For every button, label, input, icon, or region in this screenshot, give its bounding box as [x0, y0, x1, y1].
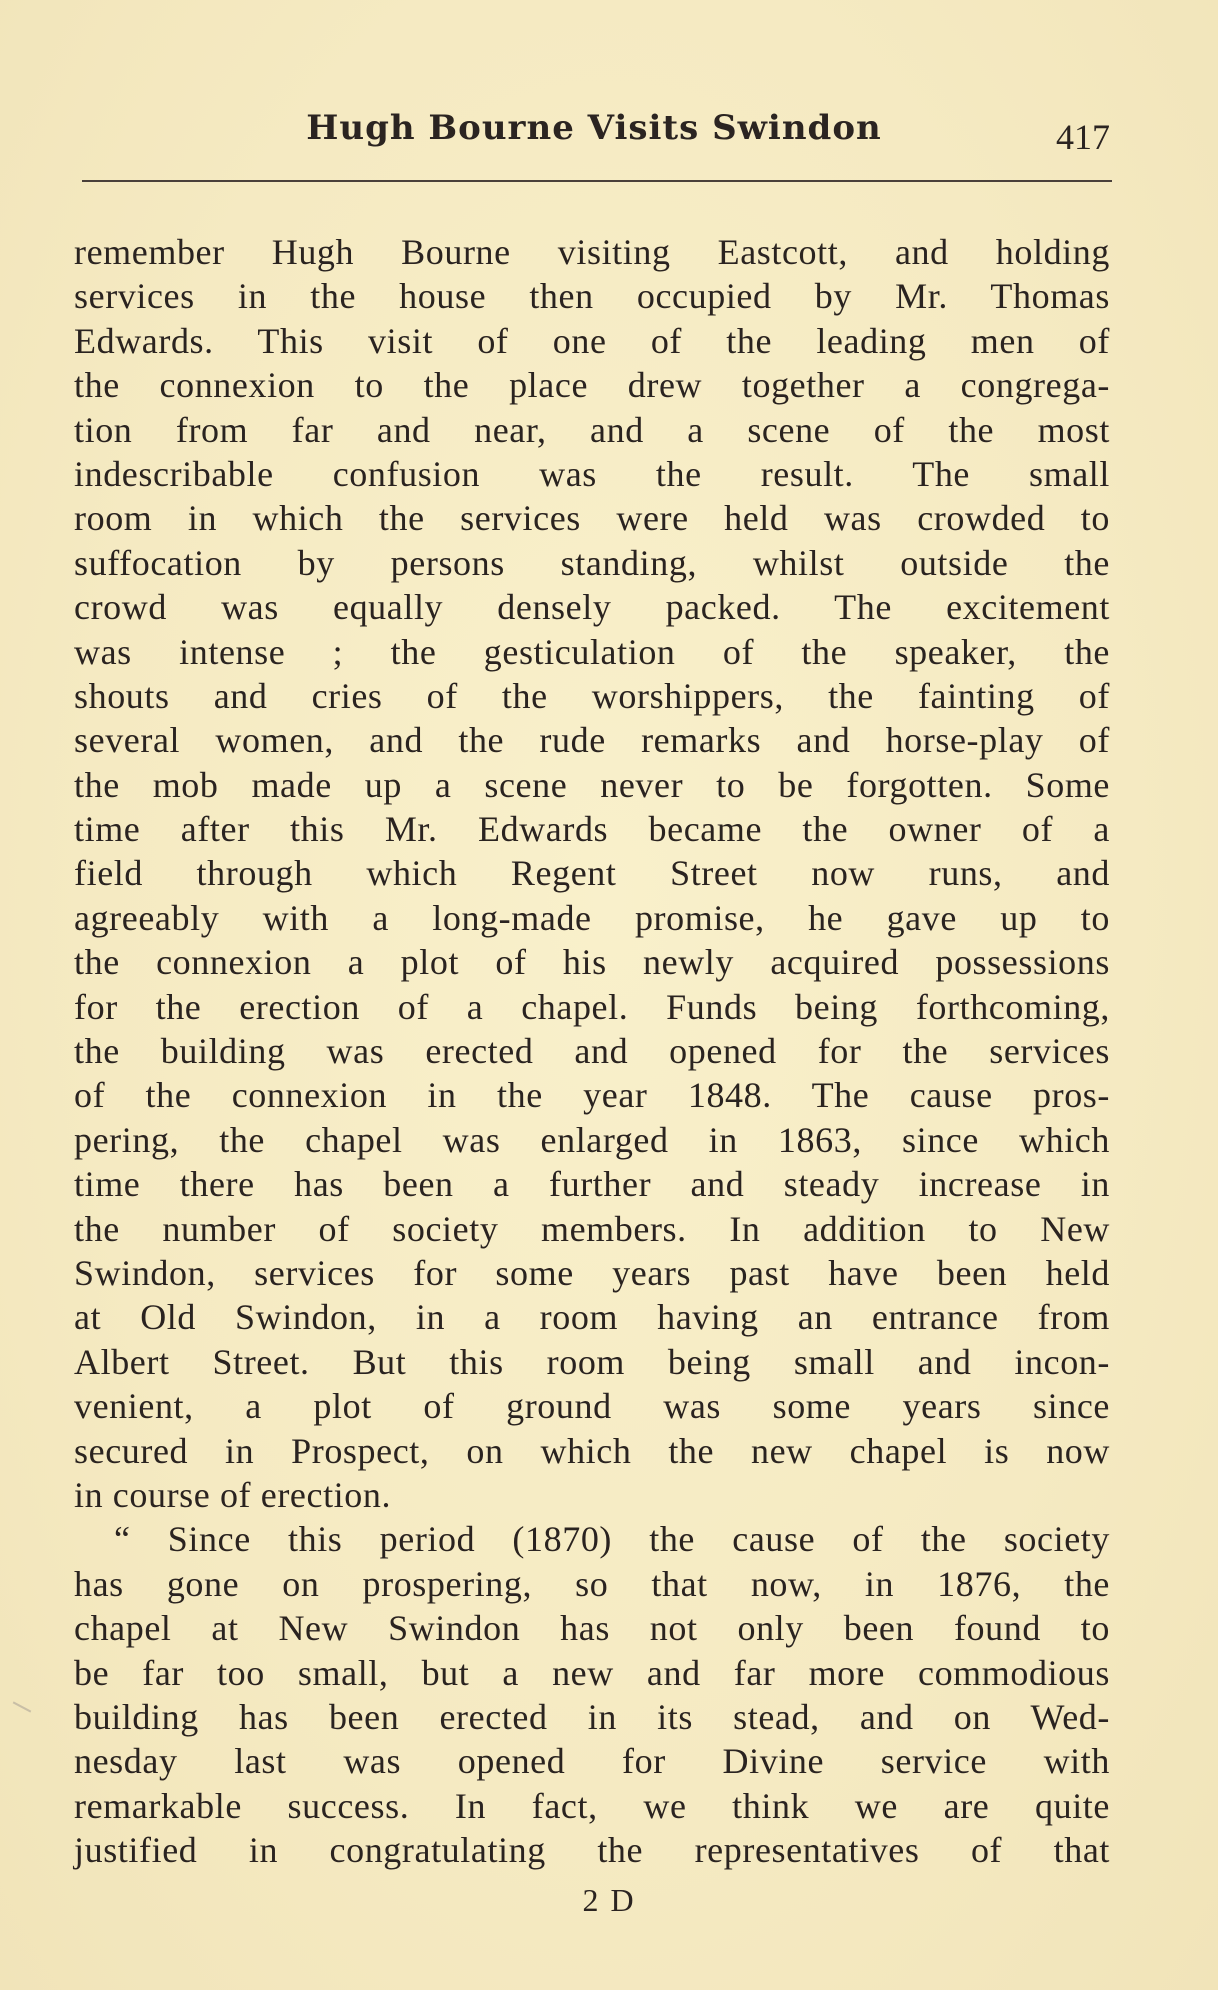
text-line: Edwards. This visit of one of the leading men of: [74, 320, 1110, 361]
text-line: be far too small, but a new and far more commodious: [74, 1652, 1110, 1693]
signature-mark: 2 D: [582, 1882, 636, 1918]
header-rule: [82, 180, 1112, 182]
text-line: Swindon, services for some years past have been held: [74, 1252, 1110, 1293]
text-line: secured in Prospect, on which the new chapel is now: [74, 1430, 1110, 1471]
text-line: of the connexion in the year 1848. The cause pros-: [74, 1075, 1110, 1116]
text-line: chapel at New Swindon has not only been found to: [74, 1608, 1110, 1649]
text-line: justified in congratulating the representatives of that: [74, 1830, 1110, 1871]
text-line: venient, a plot of ground was some years since: [74, 1386, 1110, 1427]
running-head-title: Hugh Bourne Visits Swindon: [306, 108, 882, 148]
text-line: time there has been a further and steady increase in: [74, 1164, 1110, 1205]
text-line: at Old Swindon, in a room having an entrance from: [74, 1297, 1110, 1338]
text-line: Albert Street. But this room being small and incon-: [74, 1341, 1110, 1382]
text-line: room in which the services were held was crowded to: [74, 498, 1110, 539]
text-line: remarkable success. In fact, we think we are quite: [74, 1785, 1110, 1826]
text-line: for the erection of a chapel. Funds being forthcoming,: [74, 986, 1110, 1027]
text-line: suffocation by persons standing, whilst outside the: [74, 542, 1110, 583]
text-line: the number of society members. In addition to New: [74, 1208, 1110, 1249]
text-line: indescribable confusion was the result. The small: [74, 453, 1110, 494]
text-line: was intense ; the gesticulation of the speaker, the: [74, 631, 1110, 672]
text-line: time after this Mr. Edwards became the owner of a: [74, 809, 1110, 850]
text-line: the connexion to the place drew together a congrega-: [74, 365, 1110, 406]
margin-mark: [13, 1701, 32, 1712]
body-text: [74, 230, 1110, 1872]
text-line: in course of erection.: [74, 1474, 392, 1515]
text-line: “ Since this period (1870) the cause of the society: [114, 1519, 1110, 1560]
text-line: shouts and cries of the worshippers, the fainting of: [74, 675, 1110, 716]
text-line: has gone on prospering, so that now, in 1876, the: [74, 1563, 1110, 1604]
text-line: several women, and the rude remarks and horse-play of: [74, 720, 1110, 761]
text-line: field through which Regent Street now runs, and: [74, 853, 1110, 894]
text-line: pering, the chapel was enlarged in 1863, since which: [74, 1119, 1110, 1160]
text-line: the building was erected and opened for the services: [74, 1031, 1110, 1072]
running-head: [78, 108, 1110, 158]
text-line: services in the house then occupied by Mr. Thomas: [74, 276, 1110, 317]
text-line: the connexion a plot of his newly acquired possessions: [74, 942, 1110, 983]
text-line: building has been erected in its stead, and on Wed-: [74, 1696, 1110, 1737]
text-line: tion from far and near, and a scene of the most: [74, 409, 1110, 450]
text-line: the mob made up a scene never to be forgotten. Some: [74, 764, 1110, 805]
text-line: agreeably with a long-made promise, he gave up to: [74, 897, 1110, 938]
text-line: nesday last was opened for Divine service with: [74, 1741, 1110, 1782]
page-number: 417: [1056, 117, 1110, 157]
text-line: crowd was equally densely packed. The excitement: [74, 587, 1110, 628]
text-line: remember Hugh Bourne visiting Eastcott, and holding: [74, 232, 1110, 272]
